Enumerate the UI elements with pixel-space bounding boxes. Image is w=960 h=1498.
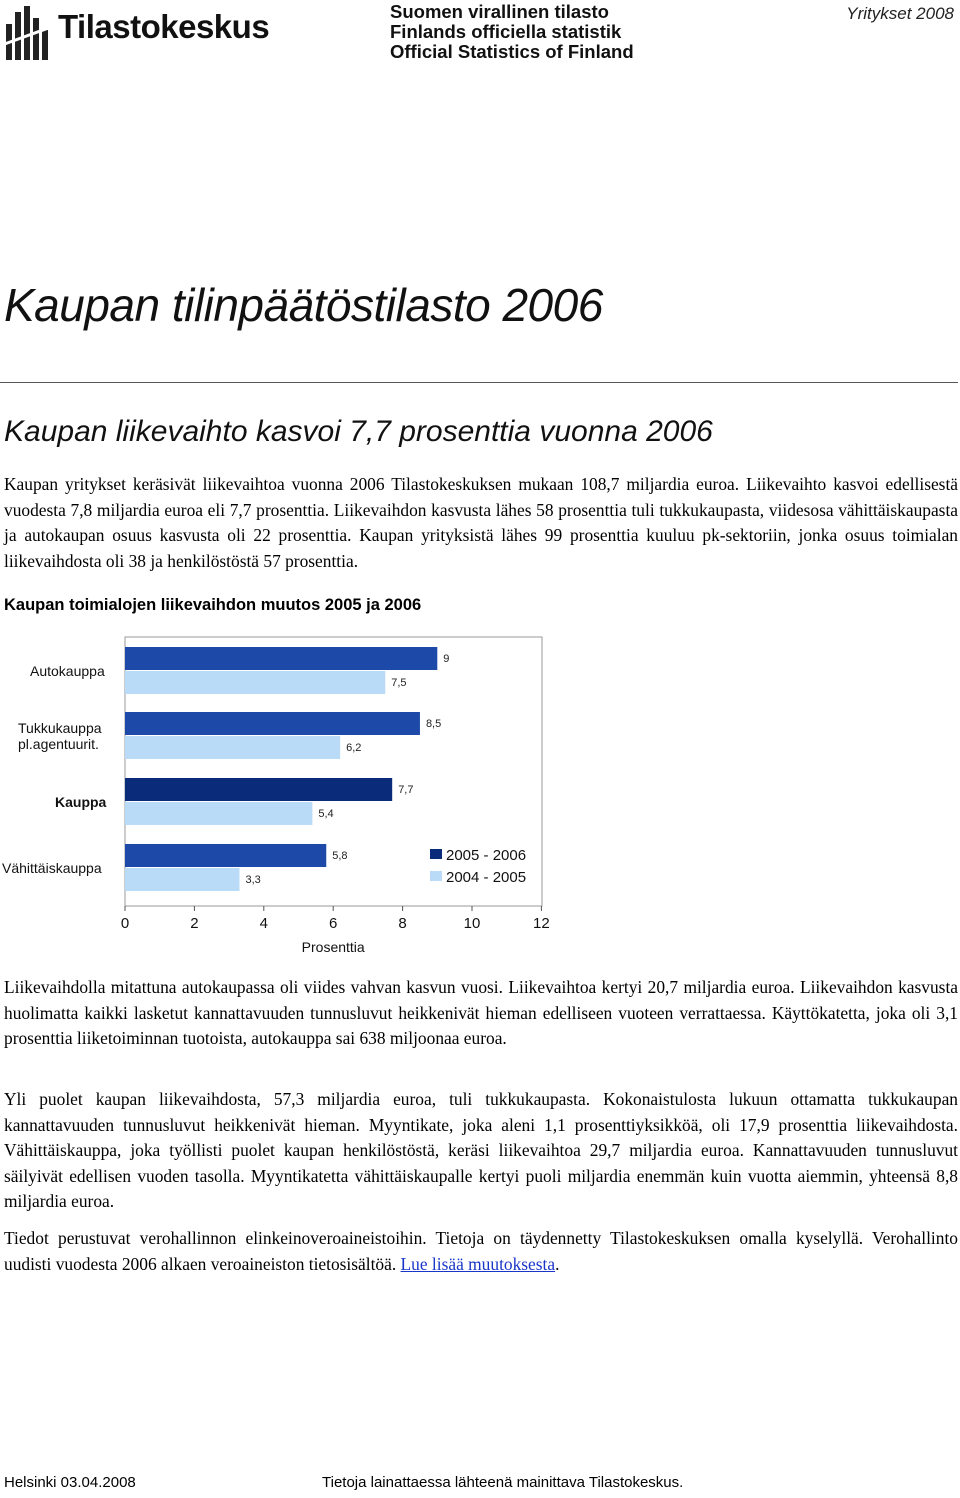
chart-title: Kaupan toimialojen liikevaihdon muutos 2005 ja 2006 (4, 596, 422, 614)
data-label: 6,2 (346, 742, 362, 754)
x-tick-label: 10 (463, 915, 481, 932)
bar-2005-2006-3 (125, 844, 326, 867)
data-label: 3,3 (245, 874, 261, 886)
data-label: 7,7 (398, 784, 414, 796)
page-title: Kaupan tilinpäätöstilasto 2006 (4, 279, 603, 331)
category-label: Vähittäiskauppa (2, 860, 102, 876)
series-label: Yritykset 2008 (846, 4, 954, 23)
bar-2004-2005-2 (125, 802, 312, 825)
x-axis-label: Prosenttia (301, 939, 365, 955)
source-paragraph (4, 1226, 958, 1277)
bar-2004-2005-1 (125, 736, 340, 759)
read-more-link[interactable]: Lue lisää muutoksesta (400, 1253, 556, 1274)
bar-2004-2005-3 (125, 868, 240, 891)
category-label: pl.agentuurit. (18, 736, 99, 752)
title-divider (0, 382, 958, 383)
x-tick-label: 0 (120, 915, 130, 932)
bar-2005-2006-0 (125, 647, 437, 670)
source-period: . (555, 1253, 560, 1274)
official-line-sv: Finlands officiella statistik (390, 21, 622, 42)
official-line-fi: Suomen virallinen tilasto (390, 1, 609, 22)
x-tick-label: 4 (259, 915, 268, 932)
legend-swatch (430, 849, 442, 859)
section-subtitle: Kaupan liikevaihto kasvoi 7,7 prosenttia vuonna 2006 (4, 415, 713, 448)
footer-citation-note: Tietoja lainattaessa lähteenä mainittava Tilastokeskus. (322, 1474, 684, 1491)
bar-chart (0, 625, 600, 965)
bar-2005-2006-2 (125, 778, 392, 801)
data-label: 5,8 (332, 850, 348, 862)
x-tick-label: 2 (190, 915, 199, 932)
bar-2005-2006-1 (125, 712, 420, 735)
x-tick-label: 6 (329, 915, 338, 932)
data-label: 9 (443, 653, 450, 665)
bar-2004-2005-0 (125, 671, 385, 694)
data-label: 5,4 (318, 808, 334, 820)
footer-date: Helsinki 03.04.2008 (4, 1474, 136, 1491)
legend-label: 2004 - 2005 (446, 869, 527, 886)
intro-paragraph: Kaupan yritykset keräsivät liikevaihtoa vuonna 2006 Tilastokeskuksen mukaan 108,7 miljardia euroa. Liikevaihto kasvoi edellisestä vuodesta 7,8 miljardia euroa eli 7,7 prosenttia. Liikevaihdon kasvusta lähes 58 prosenttia tuli tukkukaupasta, viidesosa vähittäiskaupasta ja autokaupan osuus kasvusta oli 22 prosenttia. Kaupan yrityksistä lähes 99 prosenttia kuuluu pk-sektoriin, jonka osuus toimialan liikevaihdosta oli 38 ja henkilöstöstä 57 prosenttia. (4, 474, 958, 571)
brand-name: Tilastokeskus (58, 8, 270, 45)
legend-label: 2005 - 2006 (446, 847, 527, 864)
category-label: Autokauppa (30, 663, 105, 679)
x-tick-label: 12 (533, 915, 550, 932)
category-label: Tukkukauppa (18, 720, 102, 736)
logo-icon (4, 4, 54, 62)
autokauppa-paragraph: Liikevaihdolla mitattuna autokaupassa oli viides vahvan kasvun vuosi. Liikevaihtoa kertyi 20,7 miljardia euroa. Liikevaihdon kasvusta huolimatta kaikki lasketut kannattavuuden tunnusluvut heikkenivät hieman edelliseen vuoteen verrattaessa. Käyttökatetta, joka oli 3,1 prosenttia liiketoiminnan tuotoista, autokauppa sai 638 miljoonaa euroa. (4, 977, 958, 1048)
tukkukauppa-paragraph: Yli puolet kaupan liikevaihdosta, 57,3 miljardia euroa, tuli tukkukaupasta. Kokonaistulosta lukuun ottamatta tukkukaupan kannattavuuden tunnusluvut heikkenivät hieman. Myyntikate, joka aleni 1,1 prosenttiyksikköä, oli 17,9 prosenttia liikevaihdosta. Vähittäiskauppa, joka työllisti puolet kaupan henkilöstöstä, keräsi liikevaihtoa 29,7 miljardia euroa. Kannattavuuden tunnusluvut säilyivät edellisen vuoden tasolla. Myyntikatetta vähittäiskaupalle kertyi puoli miljardia enemmän kuin vuotta aiemmin, yhteensä 8,8 miljardia euroa. (4, 1089, 958, 1211)
source-text: Tiedot perustuvat verohallinnon elinkeinoveroaineistoihin. Tietoja on täydennetty Tilastokeskuksen omalla kyselyllä. Verohallinto uudisti vuodesta 2006 alkaen veroaineiston tietosisältöä. (4, 1228, 958, 1274)
data-label: 8,5 (425, 718, 442, 730)
x-tick-label: 8 (398, 915, 407, 932)
data-label: 7,5 (391, 677, 407, 689)
official-statistics-label (390, 2, 634, 62)
legend-swatch (430, 871, 442, 881)
category-label: Kauppa (55, 794, 107, 810)
official-line-en: Official Statistics of Finland (390, 41, 634, 62)
